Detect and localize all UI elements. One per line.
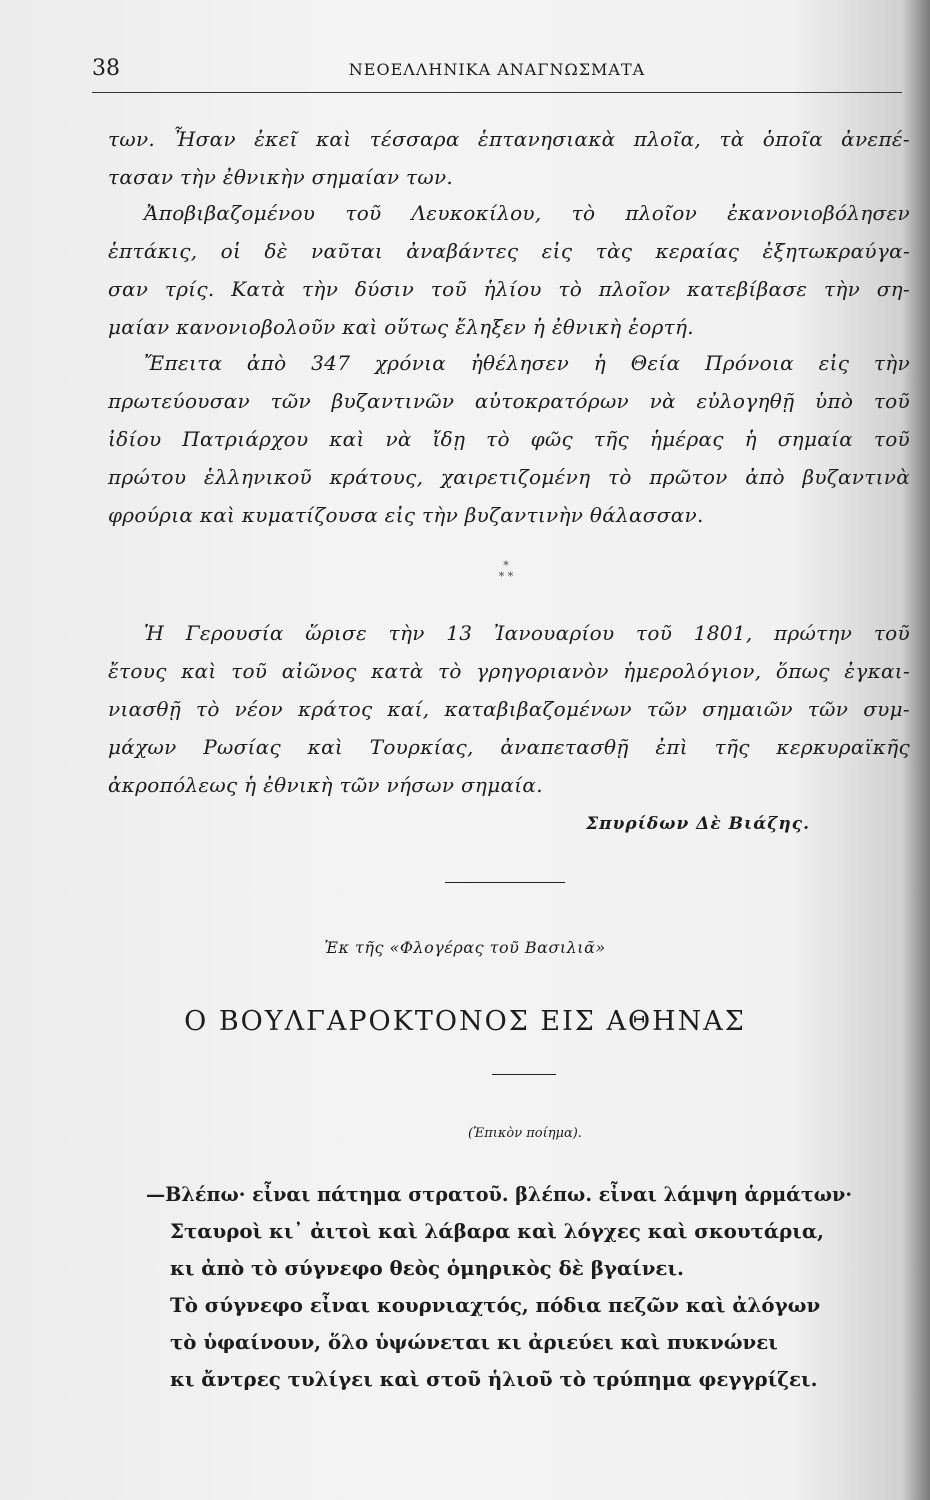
paragraph-1 [108, 120, 910, 196]
source-attribution: Ἐκ τῆς «Φλογέρας τοῦ Βασιλιᾶ» [324, 938, 606, 957]
verse-line: Σταυροὶ κι᾿ ἀιτοὶ καὶ λάβαρα καὶ λόγχες καὶ σκουτάρια, [170, 1219, 824, 1243]
text-line: σαν τρίς. Κατὰ τὴν δύσιν τοῦ ἡλίου τὸ πλοῖον κατεβίβασε τὴν ση- [108, 277, 910, 301]
paragraph-3 [108, 344, 910, 534]
section-break-asterisks: * * * [498, 559, 514, 583]
text-line: Ἡ Γερουσία ὥρισε τὴν 13 Ἰανουαρίου τοῦ 1801, πρώτην τοῦ [144, 621, 910, 645]
text-line: Ἔπειτα ἀπὸ 347 χρόνια ἠθέλησεν ἡ Θεία Πρόνοια εἰς τὴν [144, 351, 910, 375]
divider-rule [492, 1074, 556, 1075]
paragraph-2 [108, 194, 910, 346]
verse-line: κι ἀπὸ τὸ σύγνεφο θεὸς ὁμηρικὸς δὲ βγαίνει. [170, 1256, 684, 1280]
text-line: ἔτους καὶ τοῦ αἰῶνος κατὰ τὸ γρηγοριανὸν ἡμερολόγιον, ὅπως ἐγκαι- [108, 659, 910, 683]
text-line: Ἀποβιβαζομένου τοῦ Λευκοκίλου, τὸ πλοῖον ἐκανονιοβόλησεν [144, 201, 910, 225]
poem-subtitle: (Ἐπικὸν ποίημα). [468, 1126, 582, 1141]
text-line: ἰδίου Πατριάρχου καὶ νὰ ἴδῃ τὸ φῶς τῆς ἡμέρας ἡ σημαία τοῦ [108, 427, 910, 451]
page-header [92, 52, 902, 93]
text-line: πρωτεύουσαν τῶν βυζαντινῶν αὐτοκρατόρων νὰ εὐλογηθῇ ὑπὸ τοῦ [108, 389, 910, 413]
text-line: μάχων Ρωσίας καὶ Τουρκίας, ἀναπετασθῇ ἐπὶ τῆς κερκυραϊκῆς [108, 735, 910, 759]
author-signature: Σπυρίδων Δὲ Βιάζης. [586, 814, 810, 834]
divider-rule [445, 882, 565, 883]
text-line: μαίαν κανονιοβολοῦν καὶ οὕτως ἔληξεν ἡ ἐθνικὴ ἑορτή. [108, 315, 694, 339]
poem-verses [146, 1176, 930, 1398]
verse-line: κι ἄντρες τυλίγει καὶ στοῦ ἡλιοῦ τὸ τρύπημα φεγγρίζει. [170, 1367, 818, 1391]
text-line: φρούρια καὶ κυματίζουσα εἰς τὴν βυζαντινὴν θάλασσαν. [108, 503, 704, 527]
verse-line: —Βλέπω· εἶναι πάτημα στρατοῦ. βλέπω. εἶναι λάμψη ἁρμάτων· [146, 1182, 853, 1206]
text-line: τασαν τὴν ἐθνικὴν σημαίαν των. [108, 165, 454, 189]
running-head: ΝΕΟΕΛΛΗΝΙΚΑ ΑΝΑΓΝΩΣΜΑΤΑ [348, 60, 646, 79]
text-line: ἀκροπόλεως ἡ ἐθνικὴ τῶν νήσων σημαία. [108, 773, 543, 797]
text-line: πρώτου ἑλληνικοῦ κράτους, χαιρετιζομένη τὸ πρῶτον ἀπὸ βυζαντινὰ [108, 465, 910, 489]
verse-line: Τὸ σύγνεφο εἶναι κουρνιαχτός, πόδια πεζῶν καὶ ἀλόγων [170, 1293, 821, 1317]
verse-line: τὸ ὑφαίνουν, ὅλο ὑψώνεται κι ἀριεύει καὶ πυκνώνει [170, 1330, 778, 1354]
text-line: των. Ἦσαν ἐκεῖ καὶ τέσσαρα ἑπτανησιακὰ πλοῖα, τὰ ὁποῖα ἀνεπέ- [108, 127, 910, 151]
text-line: νιασθῇ τὸ νέον κράτος καί, καταβιβαζομένων τῶν σημαιῶν τῶν συμ- [108, 697, 910, 721]
poem-title: Ο ΒΟΥΛΓΑΡΟΚΤΟΝΟΣ ΕΙΣ ΑΘΗΝΑΣ [184, 1006, 746, 1037]
paragraph-4 [108, 614, 910, 804]
text-line: ἑπτάκις, οἱ δὲ ναῦται ἀναβάντες εἰς τὰς κεραίας ἐξητωκραύγα- [108, 239, 910, 263]
page-number: 38 [92, 56, 120, 81]
